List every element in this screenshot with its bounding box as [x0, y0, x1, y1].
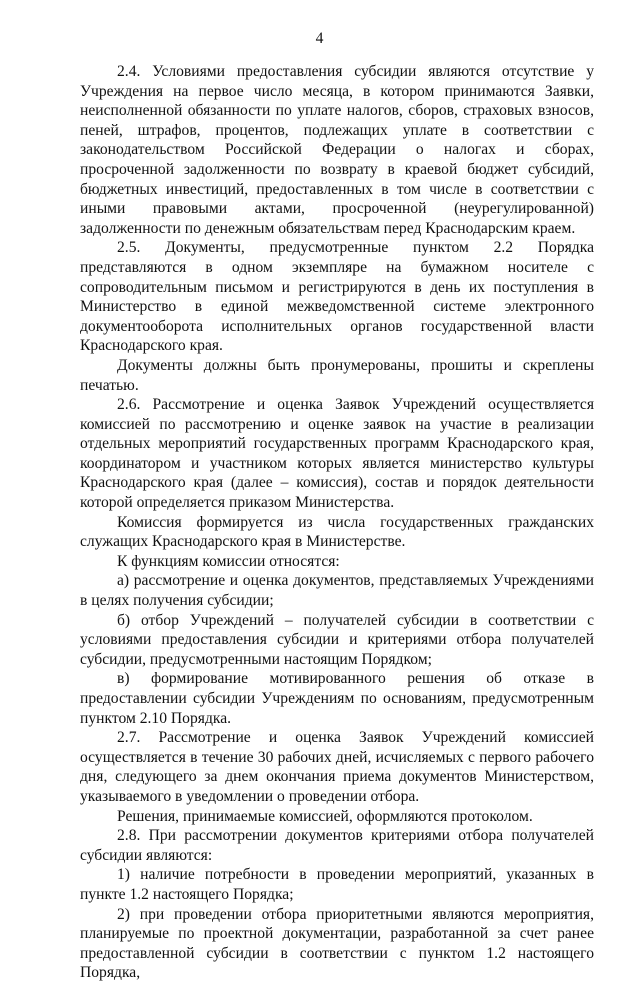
paragraph-2-6: 2.6. Рассмотрение и оценка Заявок Учреждений осуществляется комиссией по рассмотрению и оценке заявок на участие в реализации отдельных мероприятий государственных программ Краснодарского края, координатором и участником которых является министерство культуры Краснодарского края (далее – комиссия), состав и порядок деятельности которой определяется приказом Министерства.	[80, 396, 594, 512]
paragraph-decisions-protocol: Решения, принимаемые комиссией, оформляются протоколом.	[117, 807, 533, 825]
paragraph-2-5: 2.5. Документы, предусмотренные пунктом 2.2 Порядка представляются в одном экземпляре на бумажном носителе с сопроводительным письмом и регистрируются в день их поступления в Министерство в единой межведомственной системе электронного документооборота исполнительных органов государственной власти Краснодарского края.	[80, 239, 594, 355]
paragraph-documents-sealed: Документы должны быть пронумерованы, прошиты и скреплены печатью.	[80, 356, 594, 394]
list-item-a: а) рассмотрение и оценка документов, представляемых Учреждениями в целях получения субсидии;	[80, 572, 594, 610]
list-item-v: в) формирование мотивированного решения об отказе в предоставлении субсидии Учреждениям по основаниям, предусмотренным пунктом 2.10 Порядка.	[80, 670, 594, 727]
document-body	[80, 62, 594, 983]
paragraph-commission-formed: Комиссия формируется из числа государственных гражданских служащих Краснодарского края в Министерстве.	[80, 513, 594, 551]
paragraph-2-4: 2.4. Условиями предоставления субсидии являются отсутствие у Учреждения на первое число месяца, в котором принимаются Заявки, неисполненной обязанности по уплате налогов, сборов, страховых взносов, пеней, штрафов, процентов, подлежащих уплате в соответствии с законодательством Российской Федерации о налогах и сборах, просроченной задолженности по возврату в краевой бюджет субсидий, бюджетных инвестиций, предоставленных в том числе в соответствии с иными правовыми актами, просроченной (неурегулированной) задолженности по денежным обязательствам перед Краснодарским краем.	[80, 63, 594, 237]
criterion-2: 2) при проведении отбора приоритетными являются мероприятия, планируемые по проектной документации, разработанной за счет ранее предоставленной субсидии в соответствии с пунктом 1.2 настоящего Порядка,	[80, 905, 594, 982]
paragraph-2-8: 2.8. При рассмотрении документов критериями отбора получателей субсидии являются:	[80, 827, 594, 864]
paragraph-2-7: 2.7. Рассмотрение и оценка Заявок Учреждений комиссией осуществляется в течение 30 рабочих дней, исчисляемых с первого рабочего дня, следующего за днем окончания приема документов Министерством, указываемого в уведомлении о проведении отбора.	[80, 729, 594, 805]
paragraph-commission-functions: К функциям комиссии относятся:	[117, 552, 340, 570]
criterion-1: 1) наличие потребности в проведении мероприятий, указанных в пункте 1.2 настоящего Порядка;	[80, 866, 594, 903]
list-item-b: б) отбор Учреждений – получателей субсидии в соответствии с условиями предоставления субсидии и критериями отбора получателей субсидии, предусмотренными настоящим Порядком;	[80, 611, 594, 668]
page-number: 4	[315, 30, 324, 47]
